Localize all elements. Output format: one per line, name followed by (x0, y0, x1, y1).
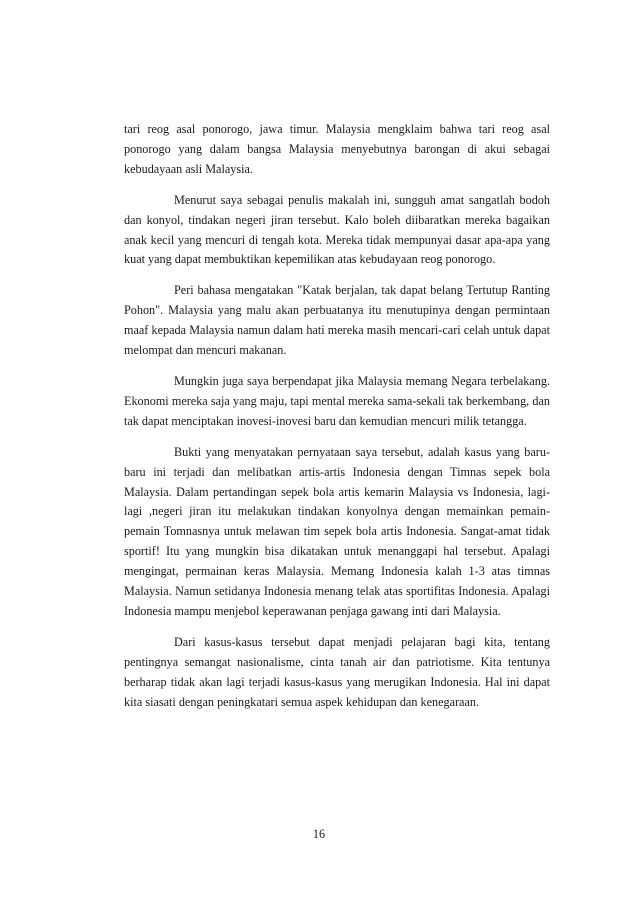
paragraph: Bukti yang menyatakan pernyataan saya tersebut, adalah kasus yang baru-baru ini terjadi dan melibatkan artis-artis Indonesia dengan Timnas sepek bola Malaysia. Dalam pertandingan sepek bola artis kemarin Malaysia vs Indonesia, lagi-lagi ,negeri jiran itu melakukan tindakan konyolnya dengan memainkan pemain-pemain Tomnasnya untuk melawan tim sepek bola artis Indonesia. Sangat-amat tidak sportif! Itu yang mungkin bisa dikatakan untuk menanggapi hal tersebut. Apalagi mengingat, permainan keras Malaysia. Memang Indonesia kalah 1-3 atas timnas Malaysia. Namun setidanya Indonesia menang telak atas sportifitas Indonesia. Apalagi Indonesia mampu menjebol keperawanan penjaga gawang inti dari Malaysia. (124, 444, 550, 618)
paragraph: Mungkin juga saya berpendapat jika Malaysia memang Negara terbelakang. Ekonomi mereka saja yang maju, tapi mental mereka sama-sekali tak berkembang, dan tak dapat menciptakan inovesi-inovesi baru dan kemudian mencuri milik tetangga. (124, 373, 550, 428)
paragraph-continued: tari reog asal ponorogo, jawa timur. Malaysia mengklaim bahwa tari reog asal ponorogo yang dalam bangsa Malaysia menyebutnya barongan di akui sebagai kebudayaan asli Malaysia. (124, 122, 550, 176)
body-text (124, 120, 550, 723)
page-number: 16 (312, 827, 326, 841)
paragraph: Menurut saya sebagai penulis makalah ini, sungguh amat sangatlah bodoh dan konyol, tindakan negeri jiran tersebut. Kalo boleh diibaratkan mereka bagaikan anak kecil yang mencuri di tengah kota. Mereka tidak mempunyai dasar apa-apa yang kuat yang dapat membuktikan kepemilikan atas kebudayaan reog ponorogo. (124, 192, 550, 267)
paragraph: Peri bahasa mengatakan "Katak berjalan, tak dapat belang Tertutup Ranting Pohon". Malaysia yang malu akan perbuatanya itu menutupinya dengan permintaan maaf kepada Malaysia namun dalam hati mereka masih mencari-cari celah untuk dapat melompat dan mencuri makanan. (124, 283, 550, 358)
paragraph: Dari kasus-kasus tersebut dapat menjadi pelajaran bagi kita, tentang pentingnya semangat nasionalisme, cinta tanah air dan patriotisme. Kita tentunya berharap tidak akan lagi terjadi kasus-kasus yang merugikan Indonesia. Hal ini dapat kita siasati dengan peningkatari semua aspek kehidupan dan kenegaraan. (124, 634, 550, 709)
